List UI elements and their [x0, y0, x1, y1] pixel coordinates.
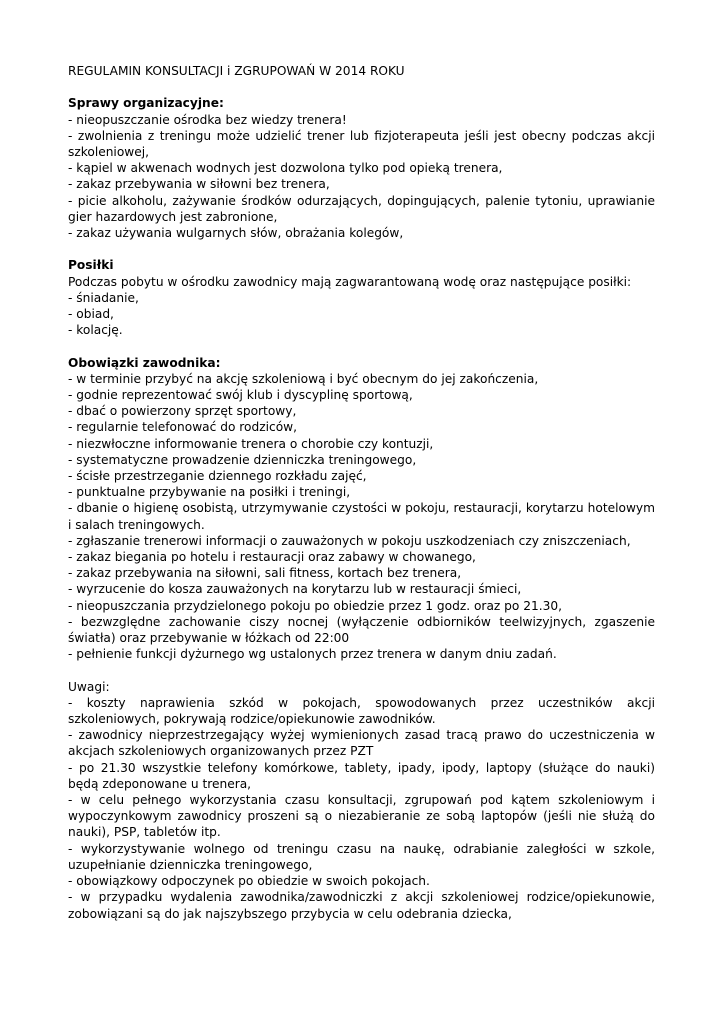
section-2: [68, 355, 655, 663]
section-line: - zakaz używania wulgarnych słów, obrażania kolegów,: [68, 226, 404, 241]
section-line: - regularnie telefonować do rodziców,: [68, 420, 297, 435]
section-heading: Obowiązki zawodnika:: [68, 355, 221, 370]
section-line: - po 21.30 wszystkie telefony komórkowe, tablety, ipady, ipody, laptopy (służące do nauki) będą zdeponowane u trenera,: [68, 760, 655, 791]
section-0: [68, 95, 655, 241]
section-line: - wyrzucenie do kosza zauważonych na korytarzu lub w restauracji śmieci,: [68, 582, 522, 597]
section-line: - dbać o powierzony sprzęt sportowy,: [68, 404, 297, 419]
section-line: - zakaz biegania po hotelu i restauracji oraz zabawy w chowanego,: [68, 550, 476, 565]
document-title: REGULAMIN KONSULTACJI i ZGRUPOWAŃ W 2014 ROKU: [68, 64, 405, 78]
section-1: [68, 257, 655, 338]
sections-container: [68, 95, 655, 921]
section-line: - ścisłe przestrzeganie dziennego rozkładu zajęć,: [68, 469, 367, 484]
section-line: - systematyczne prowadzenie dzienniczka treningowego,: [68, 452, 417, 467]
document-content: [68, 63, 655, 938]
section-line: - kolację.: [68, 323, 123, 338]
section-line: - w celu pełnego wykorzystania czasu konsultacji, zgrupowań pod kątem szkoleniowym i wypoczynkowym zawodnicy proszeni są o niezabieranie ze sobą laptopów (jeśli nie służą do nauki), PSP, tabletów itp.: [68, 793, 655, 840]
section-line: - zakaz przebywania w siłowni bez trenera,: [68, 177, 330, 192]
section-line: - zawodnicy nieprzestrzegający wyżej wymienionych zasad tracą prawo do uczestniczenia w akcjach szkoleniowych organizowanych przez PZT: [68, 728, 655, 759]
section-line: - wykorzystywanie wolnego od treningu czasu na naukę, odrabianie zaległości w szkole, uzupełnianie dzienniczka treningowego,: [68, 841, 655, 872]
section-line: - zwolnienia z treningu może udzielić trener lub fizjoterapeuta jeśli jest obecny podczas akcji szkoleniowej,: [68, 128, 655, 159]
section-line: - w przypadku wydalenia zawodnika/zawodniczki z akcji szkoleniowej rodzice/opiekunowie, zobowiązani są do jak najszybszego przybycia w celu odebrania dziecka,: [68, 890, 655, 921]
section-line: - punktualne przybywanie na posiłki i treningi,: [68, 485, 351, 500]
section-line: - nieopuszczania przydzielonego pokoju po obiedzie przez 1 godz. oraz po 21.30,: [68, 598, 563, 613]
section-line: - godnie reprezentować swój klub i dyscyplinę sportową,: [68, 388, 413, 403]
section-line: - kąpiel w akwenach wodnych jest dozwolona tylko pod opieką trenera,: [68, 161, 503, 176]
section-3: [68, 679, 655, 922]
section-heading: Sprawy organizacyjne:: [68, 96, 224, 111]
section-line: - obowiązkowy odpoczynek po obiedzie w swoich pokojach.: [68, 874, 430, 889]
section-line: - picie alkoholu, zażywanie środków odurzających, dopingujących, palenie tytoniu, uprawianie gier hazardowych jest zabronione,: [68, 193, 655, 224]
section-heading: Uwagi:: [68, 679, 110, 694]
section-heading: Posiłki: [68, 258, 114, 273]
section-line: - w terminie przybyć na akcję szkoleniową i być obecnym do jej zakończenia,: [68, 371, 539, 386]
section-line: - śniadanie,: [68, 290, 139, 305]
section-line: - koszty naprawienia szkód w pokojach, spowodowanych przez uczestników akcji szkoleniowych, pokrywają rodzice/opiekunowie zawodników.: [68, 695, 655, 727]
section-line: - niezwłoczne informowanie trenera o chorobie czy kontuzji,: [68, 436, 434, 451]
section-line: - bezwzględne zachowanie ciszy nocnej (wyłączenie odbiorników teelwizyjnych, zgaszenie światła) oraz przebywanie w łóżkach od 22:00: [68, 614, 655, 646]
section-line: - dbanie o higienę osobistą, utrzymywanie czystości w pokoju, restauracji, korytarzu hotelowym i salach treningowych.: [68, 501, 655, 532]
section-line: - zgłaszanie trenerowi informacji o zauważonych w pokoju uszkodzeniach czy zniszczeniach,: [68, 533, 631, 548]
section-line: - pełnienie funkcji dyżurnego wg ustalonych przez trenera w danym dniu zadań.: [68, 647, 557, 662]
section-line: - zakaz przebywania na siłowni, sali fitness, kortach bez trenera,: [68, 566, 462, 581]
section-line: - obiad,: [68, 307, 114, 322]
section-line: Podczas pobytu w ośrodku zawodnicy mają zagwarantowaną wodę oraz następujące posiłki:: [68, 274, 632, 289]
section-line: - nieopuszczanie ośrodka bez wiedzy trenera!: [68, 112, 347, 127]
